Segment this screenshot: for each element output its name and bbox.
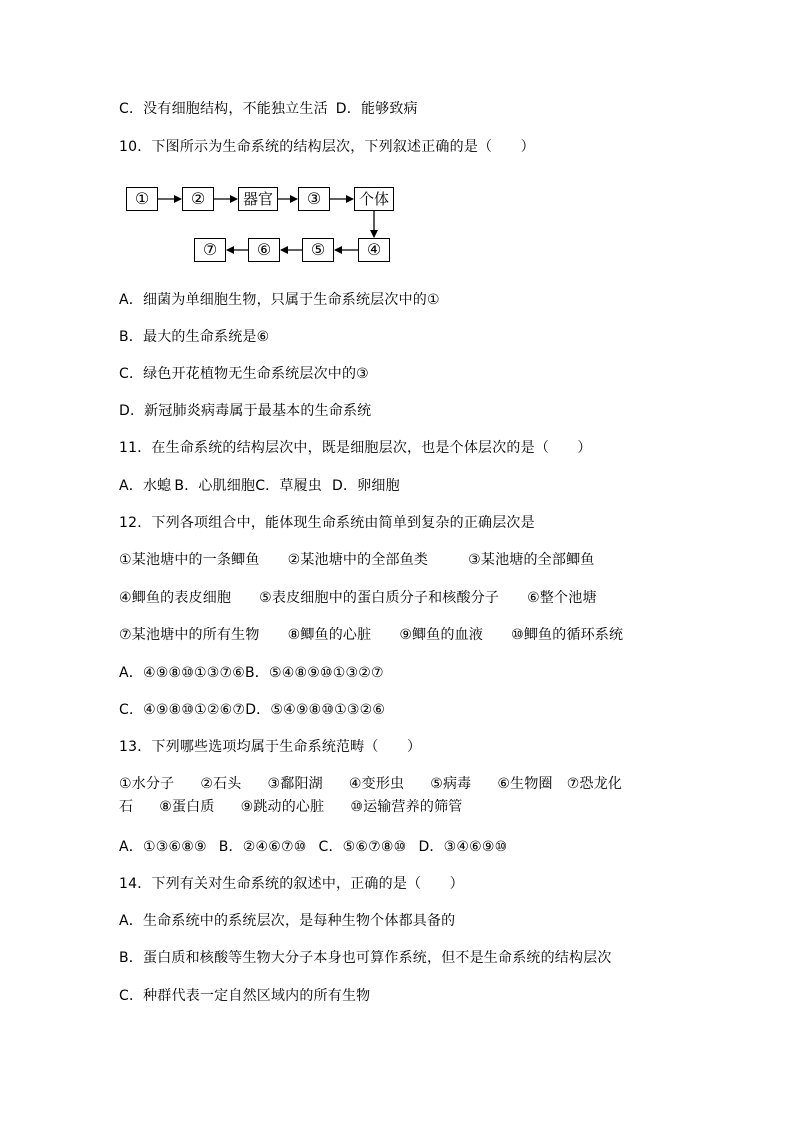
q12-option-c: C．④⑨⑧⑩①②⑥⑦ <box>119 702 246 718</box>
q13-item-8: ⑧蛋白质 <box>159 799 215 815</box>
diagram-box-3: ③ <box>298 187 330 211</box>
q13-item-5: ⑤病毒 <box>430 776 472 792</box>
q12-option-b: B．⑤④⑧⑨⑩①③②⑦ <box>244 665 384 681</box>
q13-options <box>119 838 507 856</box>
q13-stem: 13．下列哪些选项均属于生命系统范畴（ ） <box>119 739 422 755</box>
q11-option-d: D．卵细胞 <box>331 478 400 494</box>
q12-options-ab <box>119 664 384 682</box>
q13-item-4: ④变形虫 <box>348 776 405 792</box>
q12-option-d: D．⑤④⑨⑧⑩①③②⑥ <box>245 702 386 718</box>
q12-item-3: ③某池塘的全部鲫鱼 <box>468 552 595 568</box>
q9-option-c: C．没有细胞结构，不能独立生活 <box>119 101 328 117</box>
q13-items-line2 <box>119 798 462 816</box>
q14-stem: 14．下列有关对生命系统的叙述中，正确的是（ ） <box>119 876 464 892</box>
q14-option-b: B．蛋白质和核酸等生物大分子本身也可算作系统，但不是生命系统的结构层次 <box>119 950 612 966</box>
q12-item-1: ①某池塘中的一条鲫鱼 <box>119 552 260 568</box>
q13-item-1: ①水分子 <box>119 776 175 792</box>
q14-option-a: A．生命系统中的系统层次，是每种生物个体都具备的 <box>119 913 456 929</box>
q10-stem: 10．下图所示为生命系统的结构层次，下列叙述正确的是（ ） <box>119 139 535 155</box>
diagram-box-7: ⑦ <box>194 238 226 262</box>
q13-option-c: C．⑤⑥⑦⑧⑩ <box>318 839 407 855</box>
diagram-box-5: ⑤ <box>302 238 334 262</box>
diagram-box-6: ⑥ <box>248 238 280 262</box>
q12-item-10: ⑩鲫鱼的循环系统 <box>511 627 624 643</box>
q12-items-row1 <box>119 551 594 569</box>
q9-options-line <box>119 100 418 118</box>
q12-items-row2 <box>119 589 597 607</box>
q12-item-2: ②某池塘中的全部鱼类 <box>287 552 429 568</box>
diagram-box-2: ② <box>182 187 214 211</box>
q10-option-b: B．最大的生命系统是⑥ <box>119 329 270 345</box>
q13-items-line1 <box>119 775 622 793</box>
q10-option-c: C．绿色开花植物无生命系统层次中的③ <box>119 366 369 382</box>
q10-option-d: D．新冠肺炎病毒属于最基本的生命系统 <box>119 403 372 419</box>
q14-option-c: C．种群代表一定自然区域内的所有生物 <box>119 988 371 1004</box>
q11-option-c: C．草履虫 <box>255 478 322 494</box>
q13-option-b: B．②④⑥⑦⑩ <box>218 839 307 855</box>
diagram-box-4: ④ <box>358 238 390 262</box>
q12-options-cd <box>119 701 385 719</box>
q12-item-9: ⑨鲫鱼的血液 <box>399 627 484 643</box>
q13-option-d: D．③④⑥⑨⑩ <box>418 839 508 855</box>
q12-stem: 12．下列各项组合中，能体现生命系统由简单到复杂的正确层次是 <box>119 515 535 531</box>
diagram-box-organ: 器官 <box>238 187 278 211</box>
q12-item-6: ⑥整个池塘 <box>527 590 597 606</box>
q13-item-9: ⑨跳动的心脏 <box>240 799 325 815</box>
q13-item-6: ⑥生物圈 <box>497 776 553 792</box>
q13-item-7a: ⑦恐龙化 <box>566 776 623 792</box>
diagram-box-1: ① <box>126 187 158 211</box>
q13-option-a: A．①③⑥⑧⑨ <box>119 839 207 855</box>
q11-options <box>119 477 400 495</box>
q13-item-7b: 石 <box>119 799 134 815</box>
q10-option-a: A．细菌为单细胞生物，只属于生命系统层次中的① <box>119 292 440 308</box>
q11-option-a: A．水螅 <box>119 478 172 494</box>
q12-item-7: ⑦某池塘中的所有生物 <box>119 627 260 643</box>
q11-stem: 11．在生命系统的结构层次中，既是细胞层次，也是个体层次的是（ ） <box>119 440 592 456</box>
q12-item-8: ⑧鲫鱼的心脏 <box>287 627 372 643</box>
q11-option-b: B．心肌细胞 <box>174 478 256 494</box>
q13-item-10: ⑩运输营养的筛管 <box>350 799 463 815</box>
q12-option-a: A．④⑨⑧⑩①③⑦⑥ <box>119 665 245 681</box>
q13-item-2: ②石头 <box>200 776 242 792</box>
q12-item-4: ④鲫鱼的表皮细胞 <box>119 590 232 606</box>
diagram-box-individual: 个体 <box>354 187 394 211</box>
q12-item-5: ⑤表皮细胞中的蛋白质分子和核酸分子 <box>259 590 500 606</box>
q13-item-3: ③鄱阳湖 <box>267 776 323 792</box>
q12-items-row3 <box>119 626 623 644</box>
q9-option-d: D．能够致病 <box>335 101 418 117</box>
